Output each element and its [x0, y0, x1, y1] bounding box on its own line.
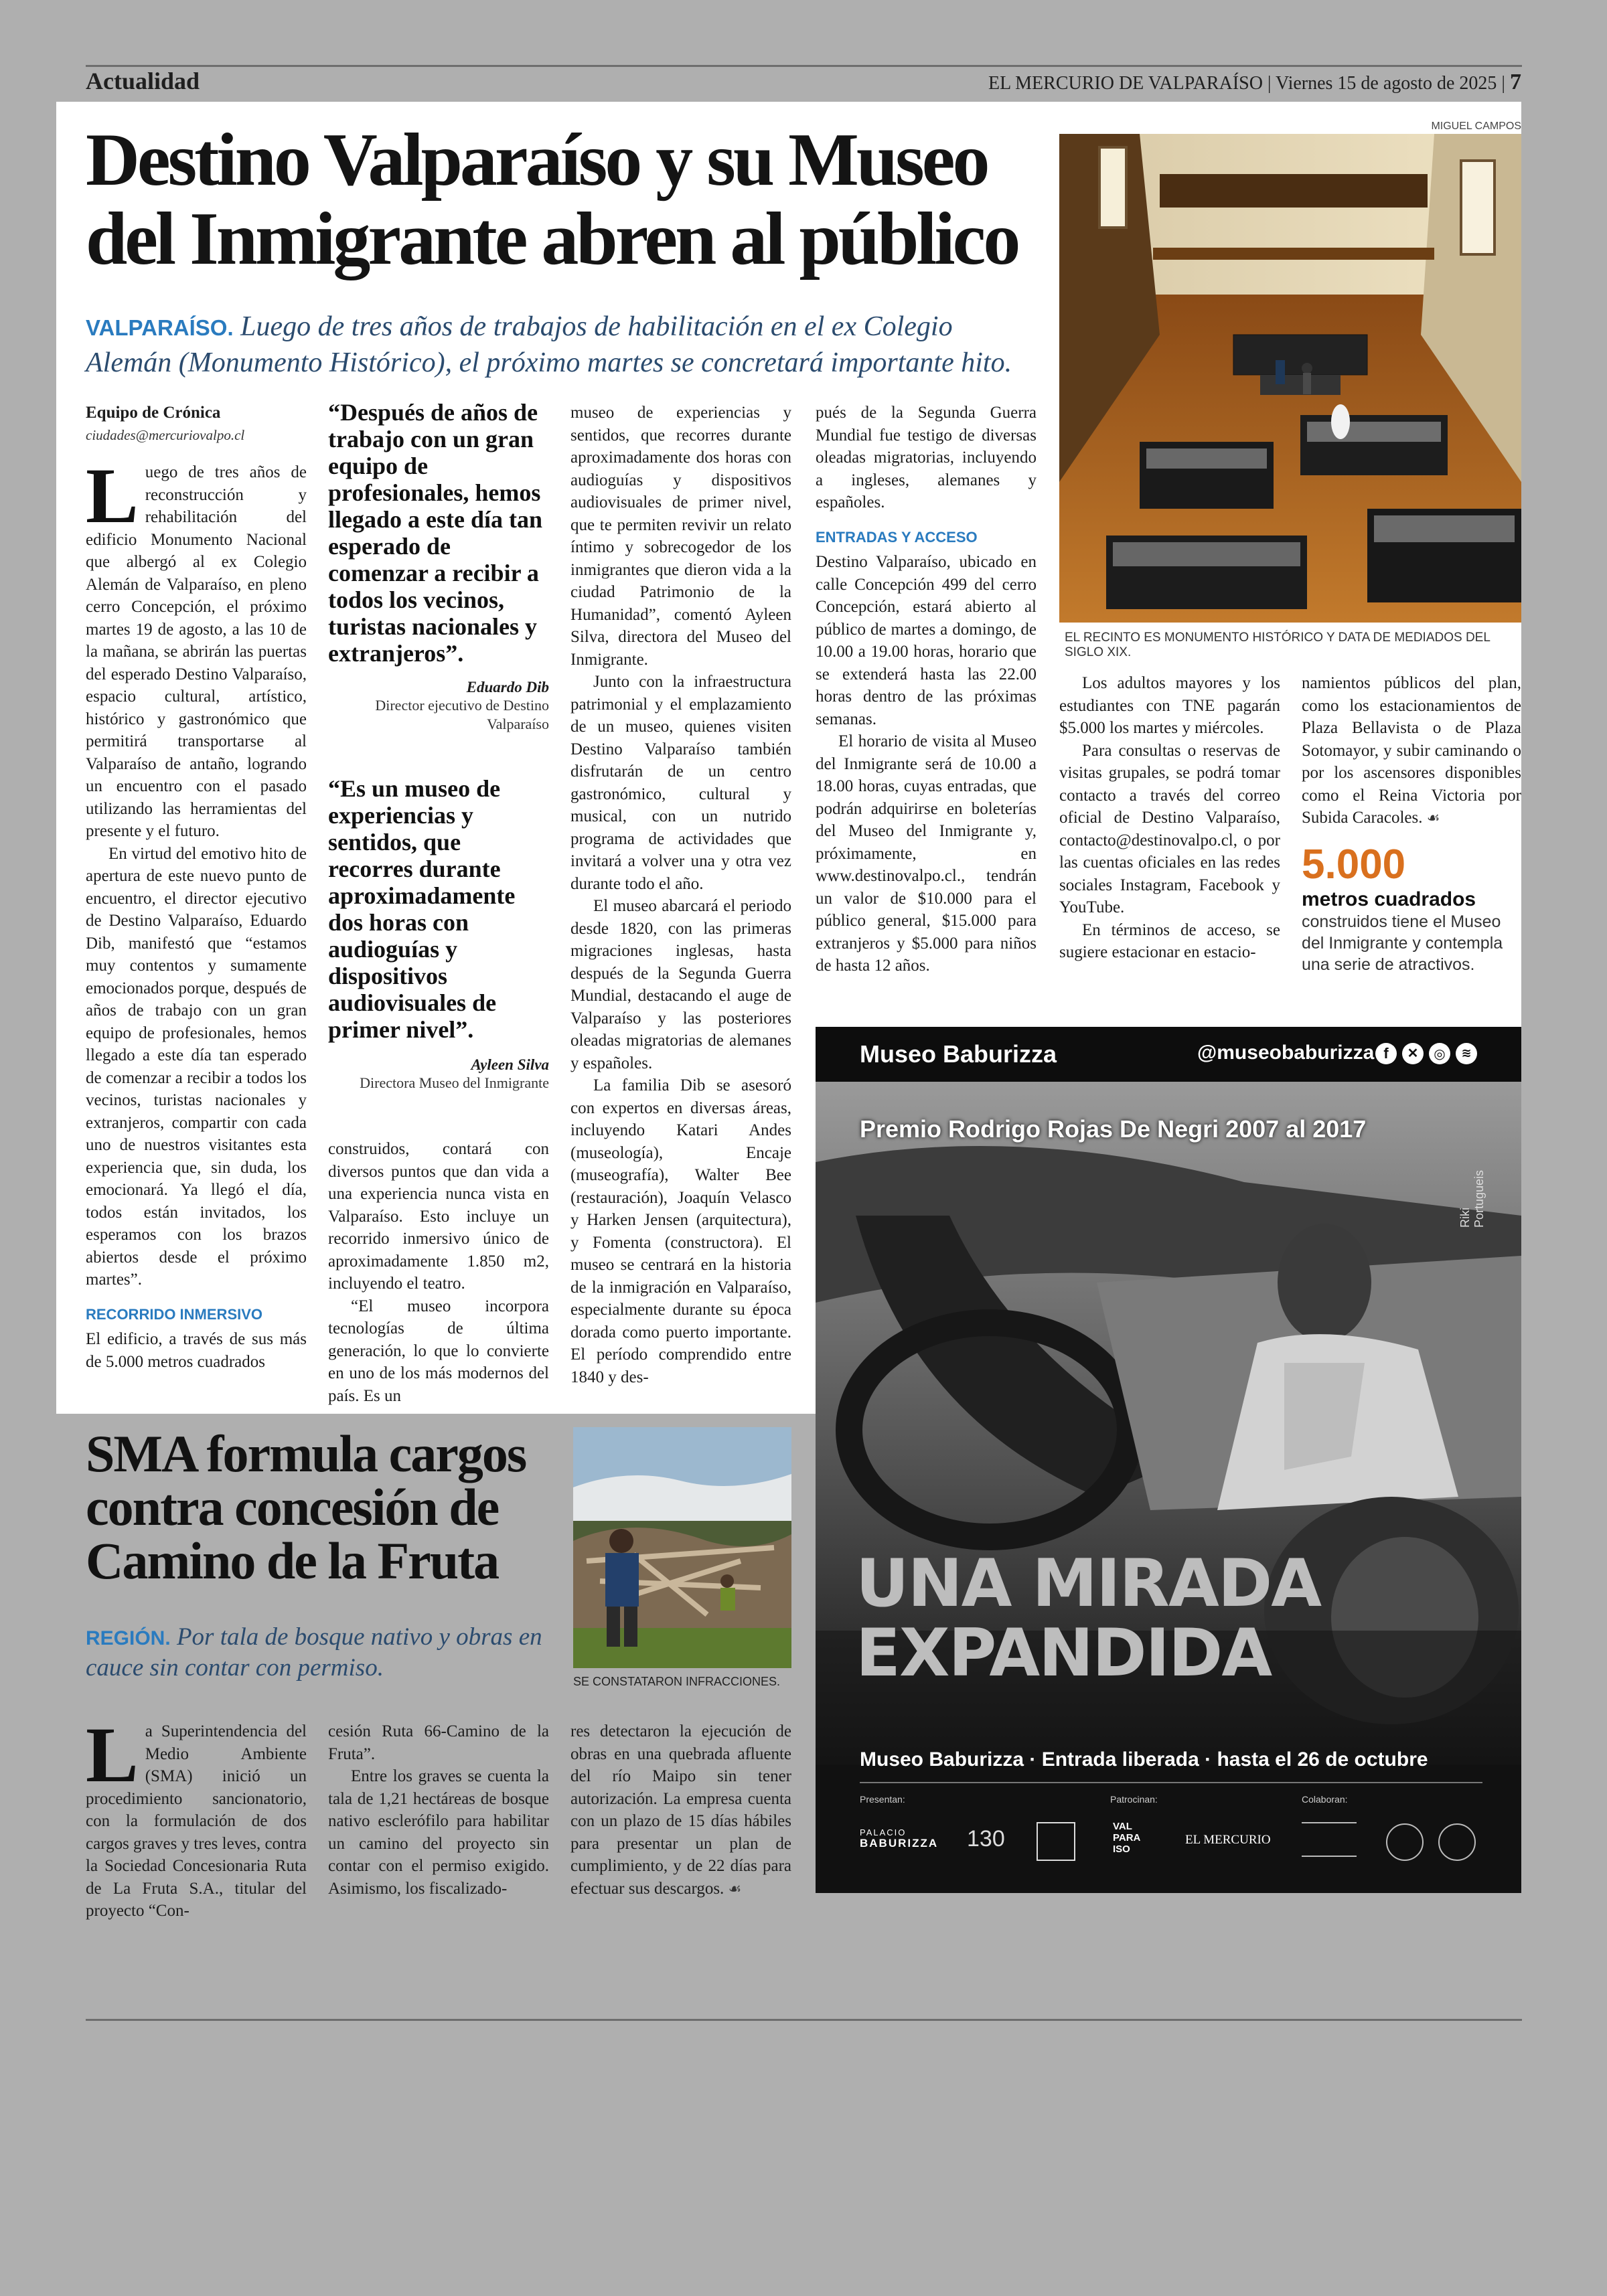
article-column-3: [570, 402, 791, 1388]
sma-column-1: [86, 1711, 307, 1922]
fact-number: 5.000: [1302, 841, 1406, 888]
article-column-5: [1059, 672, 1280, 964]
valparaiso-logo: VAL PARA ISO: [1113, 1821, 1140, 1855]
drop-cap: L: [86, 452, 139, 540]
quote-name: Ayleen Silva: [471, 1056, 549, 1073]
publication-name: EL MERCURIO DE VALPARAÍSO | Viernes 15 de agosto de 2025 |: [988, 73, 1505, 94]
headline-line-1: Destino Valparaíso y su Museo: [86, 118, 988, 201]
quote-role: Directora Museo del Inmigrante: [360, 1074, 549, 1091]
facebook-icon[interactable]: f: [1375, 1043, 1397, 1064]
ad-social-icons: [1375, 1043, 1477, 1064]
end-mark-icon: ☙: [1426, 809, 1440, 826]
subhead-recorrido: RECORRIDO INMERSIVO: [86, 1305, 263, 1323]
article-paragraph: En términos de acceso, se sugiere estacionar en estacio-: [1059, 920, 1280, 961]
byline: Equipo de Crónica: [86, 404, 221, 422]
sma-headline: [86, 1424, 581, 1590]
subhead-entradas: ENTRADAS Y ACCESO: [816, 528, 978, 546]
spotify-icon[interactable]: ≋: [1456, 1043, 1477, 1064]
article-paragraph: La familia Dib se asesoró con expertos en diversas áreas, incluyendo Katari Andes (museología), Encaje (museografía), Walter Bee (restauración), Joaquín Velasco y Harken Jensen (arquitectura), y Fomenta (constructora). El museo se centrará en la historia de la inmigración en Valparaíso, especialmente durante su época dorada como puerto importante. El período comprendido entre 1840 y des-: [570, 1076, 791, 1386]
article-paragraph: construidos, contará con diversos puntos que dan vida a una experiencia nunca vista en Valparaíso. Esto incluye un recorrido inmersivo único de aproximadamente 1.850 m2, incluyendo el teatro.: [328, 1140, 549, 1293]
sma-drop-cap: L: [86, 1711, 139, 1799]
author-email[interactable]: ciudades@mercuriovalpo.cl: [86, 426, 245, 443]
article-paragraph: Junto con la infraestructura patrimonial y el emplazamiento de un museo, quienes visiten Destino Valparaíso también disfrutarán de un centro gastronómico, cultural y musical, con un nutrido programa de actividades que invitará a volver una y otra vez durante todo el año.: [570, 673, 791, 893]
header-rule: [86, 65, 1522, 67]
sma-lead-text: Por tala de bosque nativo y obras en cauce sin contar con permiso.: [86, 1623, 542, 1682]
quote-text: “Después de años de trabajo con un gran equipo de profesionales, hemos llegado a este día tan esperado de comenzar a recibir a todos los vecinos, turistas nacionales y extranjeros”.: [328, 399, 542, 667]
anniversary-130-logo: 130: [967, 1826, 1005, 1852]
ad-title: [856, 1546, 1321, 1692]
sma-lead: [86, 1623, 568, 1683]
sma-photo: [573, 1427, 791, 1668]
article-lead: [86, 309, 1043, 380]
sma-headline-line-3: Camino de la Fruta: [86, 1532, 499, 1590]
article-paragraph: El horario de visita al Museo del Inmigrante será de 10.00 a 18.00 horas, cuyas entradas, que podrán adquirirse en boleterías del Museo del Inmigrante y, próximamente, en www.destinovalpo.cl., tendrán un valor de $10.000 para el público general, $15.000 para extranjeros y $5.000 para niños de hasta 12 años.: [816, 732, 1037, 975]
sma-photo-caption: SE CONSTATARON INFRACCIONES.: [573, 1675, 781, 1688]
ad-prize: Premio Rodrigo Rojas De Negri 2007 al 2017: [860, 1115, 1367, 1143]
article-paragraph: pués de la Segunda Guerra Mundial fue testigo de diversas oleadas migratorias, incluyendo a ingleses, alemanes y españoles.: [816, 404, 1037, 511]
sma-headline-line-2: contra concesión de: [86, 1478, 499, 1536]
fact-box: [1302, 841, 1521, 975]
article-paragraph: Los adultos mayores y los estudiantes con TNE pagarán $5.000 los martes y miércoles.: [1059, 674, 1280, 737]
sma-paragraph: Entre los graves se cuenta la tala de 1,21 hectáreas de bosque nativo esclerófilo para habilitar un camino del proyecto sin contar con el permiso exigido. Asimismo, los fiscalizado-: [328, 1767, 549, 1898]
article-paragraph: museo de experiencias y sentidos, que recorres durante aproximadamente dos horas con audioguías y dispositivos audiovisuales de primer nivel, que te permiten revivir un relato íntimo y sobrecogedor de los inmigrantes que dieron vida a la ciudad Patrimonio de la Humanidad”, comentó Ayleen Silva, directora del Museo del Inmigrante.: [570, 404, 791, 669]
article-column-2: [328, 1138, 549, 1407]
colaborador-logo-1: [1302, 1822, 1357, 1857]
sma-photo-drawing: [573, 1427, 791, 1668]
ad-photographer: Riki Portugueis: [1458, 1169, 1486, 1228]
colaborador-logo-3: [1438, 1823, 1476, 1861]
sma-column-3: [570, 1720, 791, 1900]
quote-role: Director ejecutivo de Destino Valparaíso: [375, 697, 549, 732]
quote-name: Eduardo Dib: [466, 679, 549, 695]
headline-line-2: del Inmigrante abren al público: [86, 197, 1018, 280]
pull-quote-2: [328, 775, 549, 1092]
sma-paragraph: La Superintendencia del Medio Ambiente (SMA) inició un procedimiento sancionatorio, con la formulación de dos cargos graves y tres leves, contra la Sociedad Concesionaria Ruta de La Fruta S.A., titular del proyecto “Con-: [86, 1711, 307, 1920]
ad-museum-name: Museo Baburizza: [860, 1040, 1057, 1068]
ad-footer-text: Museo Baburizza · Entrada liberada · hasta el 26 de octubre: [860, 1748, 1428, 1771]
fact-text: construidos tiene el Museo del Inmigrante y contempla una serie de atractivos.: [1302, 912, 1503, 974]
palacio-baburizza-logo: PALACIO BABURIZZA: [860, 1827, 939, 1850]
pull-quote-1: [328, 399, 549, 734]
article-paragraph: En virtud del emotivo hito de apertura de este nuevo punto de encuentro, el director ejecutivo de Destino Valparaíso, Eduardo Dib, manifestó que “estamos muy contentos y sumamente emocionados porque, después de años de trabajo con un gran equipo de profesionales, hemos llegado a este día tan esperado de comenzar a recibir a todos los vecinos, turistas nacionales y extranjeros, compartir con cada uno de nuestros visitantes esta experiencia que, sin duda, los emocionará. Ya llegó el día, todos están invitados, los esperamos con los brazos abiertos desde el próximo martes”.: [86, 844, 307, 1289]
article-paragraph: “El museo incorpora tecnologías de última generación, lo que lo convierte en uno de los más modernos del país. Es un: [328, 1297, 549, 1405]
article-paragraph: namientos públicos del plan, como los estacionamientos de Plaza Bellavista o de Plaza Sotomayor, y subir caminando o por los ascensores disponibles como el Reina Victoria por Subida Caracoles. ☙: [1302, 674, 1521, 827]
instagram-icon[interactable]: ◎: [1429, 1043, 1450, 1064]
sma-headline-line-1: SMA formula cargos: [86, 1424, 526, 1483]
article-paragraph: Destino Valparaíso, ubicado en calle Concepción 499 del cerro Concepción, estará abierto al público de martes a domingo, de 10.00 a 19.00 horas, horario que se extenderá hasta las 22.00 horas dentro de las próximas semanas.: [816, 553, 1037, 728]
article-column-6: [1302, 672, 1521, 829]
ad-title-line-2: EXPANDIDA: [856, 1615, 1272, 1692]
museum-interior-photo: [1059, 134, 1521, 623]
ad-divider: [860, 1782, 1482, 1783]
photo-caption: EL RECINTO ES MONUMENTO HISTÓRICO Y DATA DE MEDIADOS DEL SIGLO XIX.: [1065, 631, 1490, 659]
ad-colaboran-label: Colaboran:: [1302, 1794, 1348, 1805]
photo-credit: MIGUEL CAMPOS: [1431, 120, 1521, 132]
ad-presentan-label: Presentan:: [860, 1794, 905, 1805]
fact-unit: metros cuadrados: [1302, 888, 1476, 910]
sma-lead-tag: REGIÓN.: [86, 1627, 171, 1649]
section-label: Actualidad: [86, 68, 200, 94]
end-mark-icon: ☙: [728, 1880, 742, 1897]
ad-patrocinan-label: Patrocinan:: [1110, 1794, 1158, 1805]
ad-handle[interactable]: @museobaburizza: [1197, 1042, 1375, 1064]
publication-line: [988, 70, 1521, 95]
lead-text: Luego de tres años de trabajos de habilitación en el ex Colegio Alemán (Monumento Histórico), el próximo martes se concretará importante hito.: [86, 311, 1012, 378]
article-paragraph: Luego de tres años de reconstrucción y rehabilitación del edificio Monumento Nacional que albergó al ex Colegio Alemán de Valparaíso, en pleno cerro Concepción, el próximo martes 19 de agosto, a las 10 de la mañana, se abrirán las puertas del esperado Destino Valparaíso, espacio cultural, artístico, histórico y gastronómico que permitirá transportarse al Valparaíso de antaño, logrando un encuentro con el pasado utilizando las herramientas del presente y el futuro.: [86, 452, 307, 840]
colaborador-logo-2: [1386, 1823, 1424, 1861]
museum-photo-drawing: [1059, 134, 1521, 623]
article-paragraph: El edificio, a través de sus más de 5.000 metros cuadrados: [86, 1330, 307, 1371]
quote-text: “Es un museo de experiencias y sentidos, que recorres durante aproximadamente dos horas con audioguías y dispositivos audiovisuales de primer nivel”.: [328, 775, 516, 1043]
article-column-1: [86, 402, 307, 1373]
footer-rule: [86, 2019, 1522, 2021]
article-paragraph: El museo abarcará el periodo desde 1820, con las primeras migraciones inglesas, hasta después de la Segunda Guerra Mundial, destacando el auge de Valparaíso y las posteriores oleadas migratorias de alemanes y españoles.: [570, 897, 791, 1072]
article-column-4: [816, 402, 1037, 977]
sma-paragraph: cesión Ruta 66-Camino de la Fruta”.: [328, 1722, 549, 1763]
ad-title-line-1: UNA MIRADA: [856, 1546, 1321, 1622]
museo-baburizza-ad[interactable]: [816, 1027, 1521, 1893]
sma-paragraph: res detectaron la ejecución de obras en una quebrada afluente del río Maipo sin tener autorización. La empresa cuenta con un plazo de 15 días hábiles para presentar un plan de cumplimiento, y de 22 días para efectuar sus descargos. ☙: [570, 1722, 791, 1898]
article-headline: [86, 120, 1070, 278]
government-logo: [1037, 1822, 1075, 1861]
lead-tag: VALPARAÍSO.: [86, 315, 234, 340]
page-number: 7: [1510, 70, 1521, 94]
el-mercurio-logo: EL MERCURIO: [1185, 1833, 1271, 1847]
x-icon[interactable]: ✕: [1402, 1043, 1424, 1064]
article-paragraph: Para consultas o reservas de visitas grupales, se podrá tomar contacto a través del correo oficial de Destino Valparaíso, contacto@destinovalpo.cl, o por las cuentas oficiales en las redes sociales Instagram, Facebook y YouTube.: [1059, 741, 1280, 916]
sma-column-2: [328, 1720, 549, 1900]
